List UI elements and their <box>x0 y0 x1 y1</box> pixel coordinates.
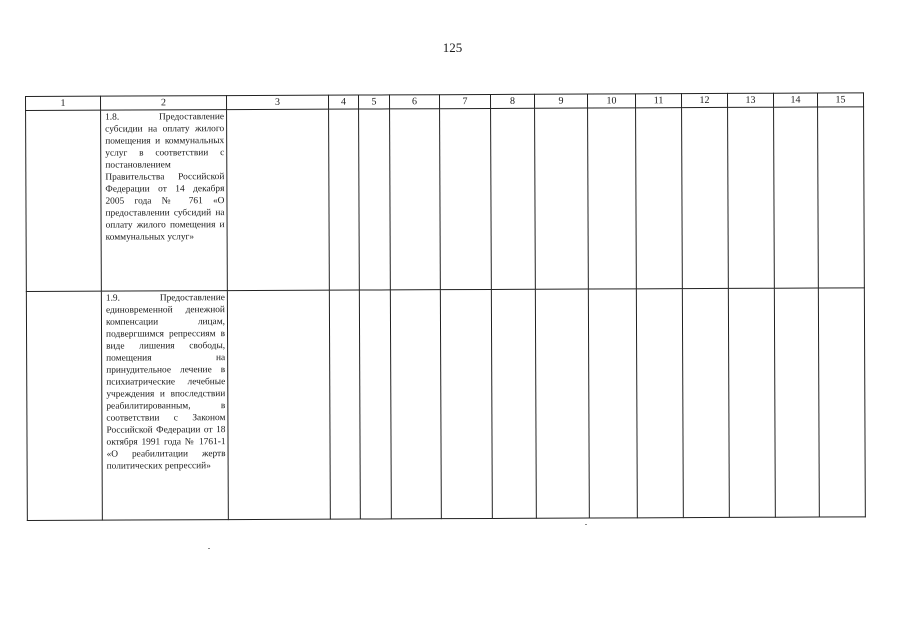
empty-cell <box>491 108 536 289</box>
column-header-13: 13 <box>727 93 773 107</box>
empty-cell <box>390 109 441 290</box>
empty-cell <box>818 288 865 517</box>
row-description <box>101 110 228 292</box>
column-header-10: 10 <box>587 94 635 108</box>
cell-col1 <box>26 110 102 291</box>
row-description <box>101 291 228 521</box>
column-header-5: 5 <box>358 95 389 109</box>
column-header-9: 9 <box>534 94 587 108</box>
empty-cell <box>728 107 775 288</box>
empty-cell <box>588 289 637 518</box>
empty-cell <box>636 108 683 289</box>
column-header-1: 1 <box>26 96 101 110</box>
scan-speck <box>208 548 210 549</box>
column-header-2: 2 <box>101 96 227 111</box>
description-text: 1.8. Предоставление субсидии на оплату жилого помещения и коммунальных услуг в соответствии с постановлением Правительства Российской Федерации от 14 декабря 2005 года № 761 «О предоставлении субсидий на оплату жилого помещения и коммунальных услуг» <box>105 112 225 243</box>
empty-cell <box>774 107 819 288</box>
empty-cell <box>329 109 360 290</box>
empty-cell <box>588 108 637 289</box>
empty-cell <box>728 288 775 517</box>
description-text: 1.9. Предоставление единовременной денежной компенсации лицам, подвергшимся репрессиям в виде лишения свободы, помещения на принудительное лечение в психиатрические лечебные учреждения и впоследствии реабилитированным, в соответствии с Законом Российской Федерации от 18 октября 1991 года № 1761-1 «О реабилитации жертв политических репрессий» <box>105 293 226 472</box>
empty-cell <box>329 290 360 519</box>
page-number: 125 <box>442 40 463 55</box>
empty-cell <box>359 290 391 519</box>
empty-cell <box>818 107 865 288</box>
empty-cell <box>390 290 441 519</box>
cell-col1 <box>26 291 102 520</box>
empty-cell <box>774 288 819 517</box>
scan-speck <box>585 524 587 525</box>
data-table <box>25 92 866 521</box>
empty-cell <box>440 289 492 518</box>
empty-cell <box>636 289 683 518</box>
column-header-7: 7 <box>439 94 490 108</box>
empty-cell <box>440 108 492 289</box>
column-header-3: 3 <box>227 95 329 109</box>
column-header-14: 14 <box>773 93 817 107</box>
empty-cell <box>491 289 536 518</box>
column-header-6: 6 <box>389 95 439 109</box>
empty-cell <box>227 109 330 290</box>
table-row <box>26 107 865 292</box>
empty-cell <box>682 107 729 288</box>
empty-cell <box>535 108 589 289</box>
column-header-11: 11 <box>635 94 681 108</box>
empty-cell <box>535 289 589 518</box>
empty-cell <box>682 288 729 517</box>
column-header-12: 12 <box>681 93 727 107</box>
empty-cell <box>359 109 391 290</box>
column-header-8: 8 <box>490 94 534 108</box>
column-header-15: 15 <box>817 93 863 107</box>
empty-cell <box>227 290 330 519</box>
column-header-4: 4 <box>328 95 358 109</box>
table-row <box>26 288 865 521</box>
